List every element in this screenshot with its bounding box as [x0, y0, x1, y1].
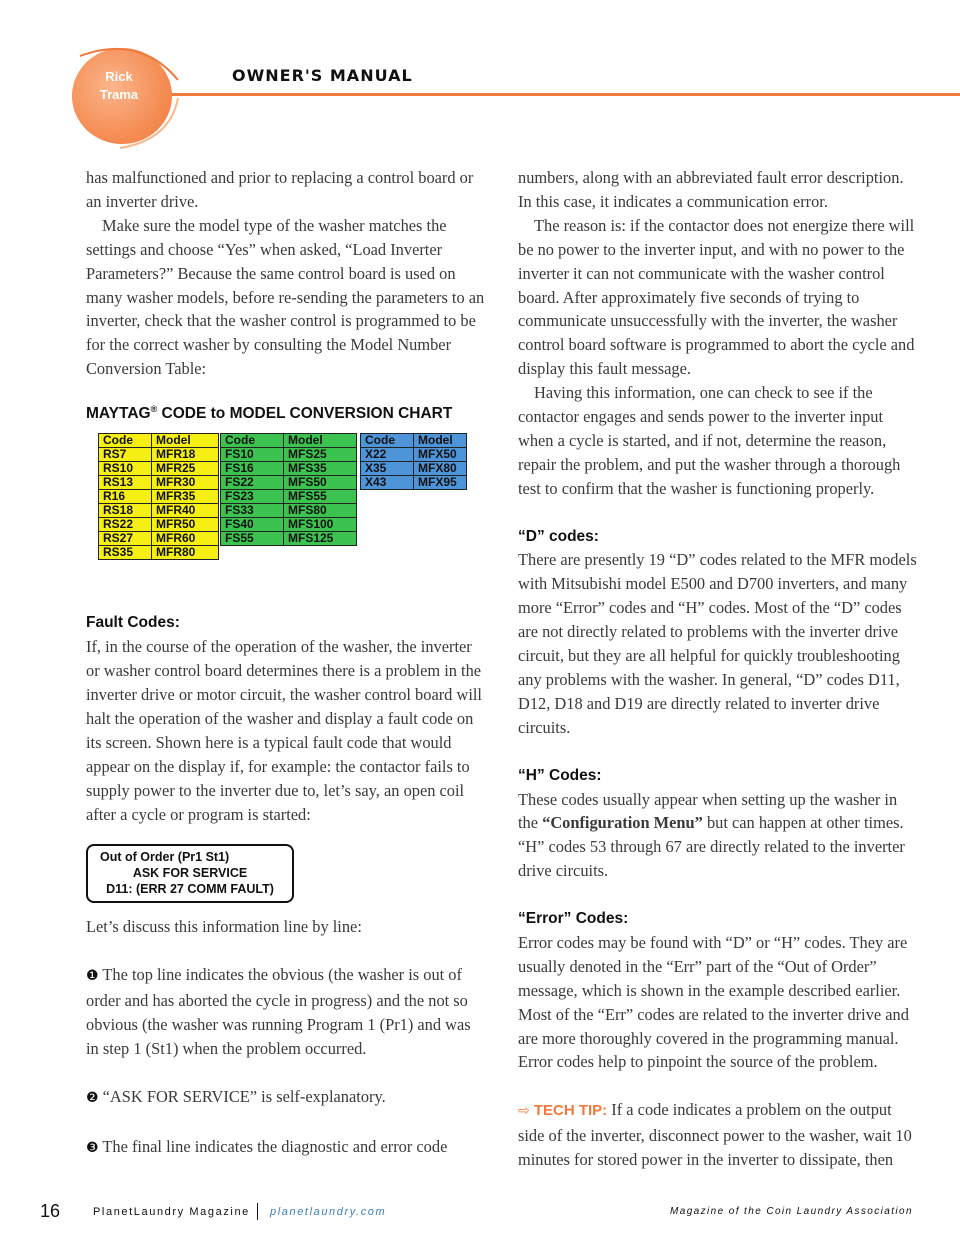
code-cell: FS40 — [221, 518, 284, 532]
association-tagline: Magazine of the Coin Laundry Association — [670, 1206, 913, 1217]
number-three-icon: ❸ — [86, 1139, 99, 1156]
h-codes-heading: “H” Codes: — [518, 766, 602, 784]
code-cell: FS10 — [221, 448, 284, 462]
fault-line-2: ASK FOR SERVICE — [132, 866, 248, 881]
model-cell: MFS125 — [284, 532, 357, 546]
paragraph: Having this information, one can check to see if the contactor engages and sends power to the inverter input when a cycle is started, and if not, determine the reason, repair the problem, and put the washer through a thorough test to confirm that the washer is functioning properly. — [518, 383, 901, 498]
conversion-table-rs-group — [98, 433, 219, 560]
code-cell: R16 — [99, 490, 152, 504]
code-cell: RS13 — [99, 476, 152, 490]
code-cell: RS7 — [99, 448, 152, 462]
arrow-right-icon: ⇨ — [518, 1103, 530, 1120]
magazine-url-link[interactable]: planetlaundry.com — [270, 1206, 387, 1218]
left-column — [86, 166, 486, 1160]
list-item-3 — [86, 1135, 486, 1161]
code-cell: FS23 — [221, 490, 284, 504]
number-two-icon: ❷ — [86, 1089, 99, 1106]
tech-tip-text: If a code indicates a problem on the output side of the inverter, disconnect power to the washer, wait 10 minutes for stored power in the inverter to dissipate, then — [518, 1100, 912, 1170]
table-row — [99, 476, 219, 490]
page-number: 16 — [40, 1201, 61, 1221]
model-cell: MFS100 — [284, 518, 357, 532]
model-cell: MFS55 — [284, 490, 357, 504]
table-row — [99, 518, 219, 532]
paragraph: Make sure the model type of the washer matches the settings and choose “Yes” when asked, “Load Inverter Parameters?” Because the same control board is used on many washer models, before re-sending the parameters to an inverter, check that the washer control is programmed to be for the correct washer by consulting the Model Number Conversion Table: — [86, 215, 485, 379]
right-column — [518, 166, 918, 1172]
author-last-name: Trama — [99, 87, 139, 102]
code-cell: RS22 — [99, 518, 152, 532]
number-one-icon: ❶ — [86, 968, 99, 985]
table-row — [221, 490, 357, 504]
list-item-2 — [86, 1085, 486, 1111]
error-codes-heading: “Error” Codes: — [518, 910, 629, 928]
paragraph: If, in the course of the operation of the washer, the inverter or washer control board determines there is a problem in the inverter drive or motor circuit, the washer control board will halt the operation of the washer and display a fault code on its screen. Shown here is a typical fault code that would appear on the display if, for example: the contactor fails to supply power to the inverter due to, let’s say, an open coil after a cycle or program is started: — [86, 637, 482, 824]
code-cell: RS10 — [99, 462, 152, 476]
paragraph — [518, 788, 918, 884]
paragraph: Let’s discuss this information line by line: — [86, 917, 362, 937]
tech-tip-label: TECH TIP: — [533, 1102, 608, 1120]
code-cell: X35 — [361, 462, 414, 476]
author-first-name: Rick — [105, 69, 133, 84]
column-header: Code — [221, 434, 284, 448]
footer-divider — [257, 1203, 258, 1220]
table-row — [361, 476, 467, 490]
code-cell: X43 — [361, 476, 414, 490]
code-cell: RS35 — [99, 546, 152, 560]
magazine-name: PlanetLaundry Magazine — [93, 1206, 250, 1218]
table-row — [361, 462, 467, 476]
model-cell: MFS50 — [284, 476, 357, 490]
table-row — [221, 504, 357, 518]
list-item-1 — [86, 963, 486, 1061]
configuration-menu-term: “Configuration Menu” — [542, 813, 703, 833]
table-row — [99, 546, 219, 560]
column-header: Model — [284, 434, 357, 448]
list-item-text: The final line indicates the diagnostic and error code — [98, 1136, 448, 1156]
table-row — [99, 532, 219, 546]
model-cell: MFX95 — [414, 476, 467, 490]
h-para-text: These codes usually appear when setting up the washer in the — [518, 789, 898, 833]
model-cell: MFS80 — [284, 504, 357, 518]
table-row — [99, 462, 219, 476]
table-row — [99, 504, 219, 518]
model-cell: MFR40 — [152, 504, 219, 518]
model-cell: MFR25 — [152, 462, 219, 476]
paragraph: The reason is: if the contactor does not energize there will be no power to the inverter input, and with no power to the inverter it can not communicate with the washer control board. After approximately five seconds of trying to communicate unsuccessfully with the inverter, the washer control board software is programmed to abort the cycle and display this fault message. — [518, 215, 915, 379]
conversion-table-fs-group — [220, 433, 357, 546]
fault-code-display — [86, 844, 294, 903]
conversion-table — [86, 433, 486, 585]
table-row — [221, 448, 357, 462]
code-cell: X22 — [361, 448, 414, 462]
paragraph: There are presently 19 “D” codes related to the MFR models with Mitsubishi model E500 and D700 inverters, and many more “Error” codes and “H” codes. Most of the “D” codes are not directly related to problems with the inverter drive circuit, but they are all helpful for quickly troubleshooting any problems with the washer. In general, “D” codes D11, D12, D18 and D19 are directly related to inverter drive circuits. — [518, 550, 917, 737]
list-item-text: “ASK FOR SERVICE” is self-explanatory. — [98, 1086, 386, 1106]
registered-mark: ® — [150, 404, 158, 415]
table-header-row — [99, 434, 219, 448]
paragraph: Error codes may be found with “D” or “H” codes. They are usually denoted in the “Err” part of the “Out of Order” message, which is shown in the example described earlier. Most of the “Err” codes are related to the inverter drive and are more thoroughly covered in the programming manual. Error codes help to pinpoint the source of the problem. — [518, 932, 909, 1072]
conversion-table-x-group — [360, 433, 467, 490]
fault-codes-heading: Fault Codes: — [86, 614, 180, 632]
column-header: Model — [152, 434, 219, 448]
list-item-text: The top line indicates the obvious (the washer is out of order and has aborted the cycle in progress) and the not so obvious (the washer was running Program 1 (Pr1) and was in step 1 (St1) when the problem occurred. — [86, 965, 471, 1058]
column-title: OWNER'S MANUAL — [232, 66, 413, 85]
model-cell: MFX80 — [414, 462, 467, 476]
chart-title-rest: CODE to MODEL CONVERSION CHART — [157, 405, 453, 423]
table-header-row — [221, 434, 357, 448]
h-para-text: but can happen at other times. “H” codes 53 through 67 are directly related to the inverter drive circuits. — [518, 813, 905, 881]
paragraph: numbers, along with an abbreviated fault error description. In this case, it indicates a communication error. — [518, 168, 904, 211]
table-header-row — [361, 434, 467, 448]
code-cell: FS16 — [221, 462, 284, 476]
table-row — [221, 532, 357, 546]
conversion-chart-title — [86, 399, 486, 424]
author-name — [80, 68, 158, 104]
model-cell: MFR80 — [152, 546, 219, 560]
fault-line-3: D11: (ERR 27 COMM FAULT) — [106, 882, 274, 897]
table-row — [221, 518, 357, 532]
column-header: Code — [361, 434, 414, 448]
column-header: Model — [414, 434, 467, 448]
chart-title-brand: MAYTAG — [86, 405, 151, 423]
code-cell: RS27 — [99, 532, 152, 546]
code-cell: FS55 — [221, 532, 284, 546]
model-cell: MFR18 — [152, 448, 219, 462]
table-row — [99, 490, 219, 504]
table-row — [361, 448, 467, 462]
fault-line-1: Out of Order (Pr1 St1) — [100, 850, 230, 865]
model-cell: MFS25 — [284, 448, 357, 462]
tech-tip — [518, 1098, 918, 1172]
d-codes-heading: “D” codes: — [518, 527, 599, 545]
model-cell: MFR35 — [152, 490, 219, 504]
paragraph: has malfunctioned and prior to replacing a control board or an inverter drive. — [86, 168, 474, 211]
table-row — [99, 448, 219, 462]
column-header: Code — [99, 434, 152, 448]
model-cell: MFR60 — [152, 532, 219, 546]
model-cell: MFS35 — [284, 462, 357, 476]
code-cell: FS33 — [221, 504, 284, 518]
table-row — [221, 476, 357, 490]
header-rule — [155, 93, 960, 96]
model-cell: MFR50 — [152, 518, 219, 532]
code-cell: FS22 — [221, 476, 284, 490]
model-cell: MFX50 — [414, 448, 467, 462]
table-row — [221, 462, 357, 476]
model-cell: MFR30 — [152, 476, 219, 490]
code-cell: RS18 — [99, 504, 152, 518]
